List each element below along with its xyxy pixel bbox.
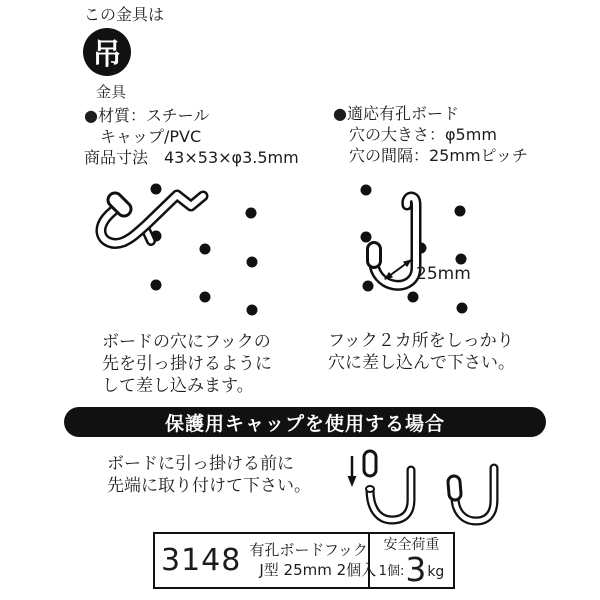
board-hole-size: 穴の大きさ：φ5mm [349, 124, 497, 144]
material-spec [84, 106, 299, 168]
caption-line: ボードに引っ掛ける前に [107, 454, 294, 474]
caption-line: ボードの穴にフックの [102, 332, 271, 352]
cap-attach-diagram [340, 440, 560, 540]
caption-line: 先端に取り付けて下さい。 [107, 476, 311, 497]
pitch-arrow [385, 260, 411, 279]
board-hole-pitch: 穴の間隔：25mmピッチ [349, 145, 528, 165]
j-hook-diagonal [101, 195, 203, 243]
hang-mark-symbol: 吊 [92, 36, 122, 71]
caption-line: 穴に差し込んで下さい。 [328, 353, 515, 374]
product-name: 有孔ボードフック [249, 541, 368, 559]
load-header: 安全荷重 [383, 537, 440, 554]
load-row [378, 549, 445, 589]
product-cell [155, 534, 377, 587]
caption-line: して差し込みます。 [102, 376, 254, 397]
dimensions-line: 商品寸法 43×53×φ3.5mm [84, 147, 299, 167]
down-arrow [348, 456, 357, 487]
product-code: 3148 [161, 543, 242, 578]
material-line: ●材質：スチール [84, 106, 210, 125]
load-cell [370, 534, 453, 587]
intro-label: この金具は [84, 5, 165, 24]
load-value: 3 [405, 549, 427, 589]
board-title: ●適応有孔ボード [333, 104, 459, 123]
cap-instructions [107, 453, 311, 497]
caption-line: 先を引っ掛けるように [102, 354, 272, 375]
caption-line: フック２カ所をしっかり [328, 331, 514, 351]
load-unit: kg [427, 564, 445, 581]
product-name-block [249, 541, 376, 580]
cap-material-line: キャップ/PVC [100, 126, 202, 146]
board-spec [333, 104, 528, 166]
insert-caption [102, 331, 272, 397]
pegboard-hook-insert-diagram [70, 170, 300, 330]
seat-caption [328, 330, 515, 374]
pegboard-hook-seated-diagram [330, 170, 560, 330]
protective-cap-banner [64, 407, 546, 437]
banner-label: 保護用キャップを使用する場合 [164, 412, 445, 435]
product-table [153, 532, 455, 589]
load-prefix: 1個: [378, 563, 405, 579]
product-spec: J型 25mm 2個入 [259, 560, 377, 579]
hook-tip-opening [366, 486, 374, 492]
pitch-label: 25mm [416, 264, 471, 284]
hang-mark-badge [83, 28, 131, 76]
hang-mark-caption: 金具 [96, 83, 127, 101]
